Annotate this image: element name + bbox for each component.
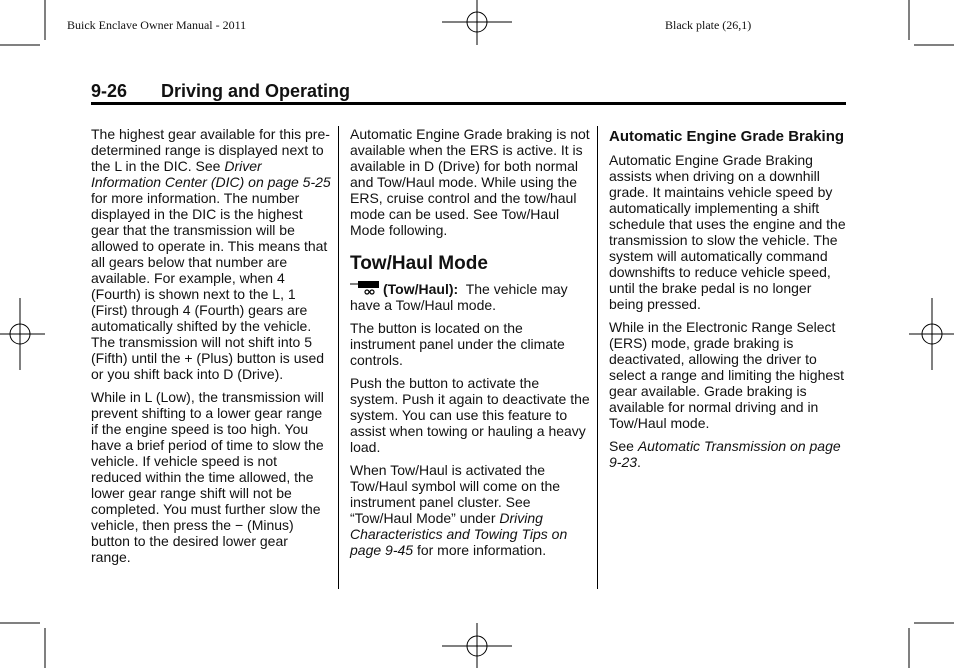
cross-reference-link[interactable]: Automatic Transmission on page 9-23 <box>609 438 841 470</box>
paragraph <box>350 462 590 558</box>
text: . <box>637 454 641 470</box>
paragraph <box>91 126 331 382</box>
tow-haul-icon <box>350 281 380 295</box>
text: for more information. <box>413 542 547 558</box>
cross-reference-link[interactable]: Driving Characteristics and Towing Tips on page 9-45 <box>350 510 568 558</box>
column-divider-1 <box>338 126 339 589</box>
text: The vehicle may have a Tow/Haul mode. <box>350 281 572 313</box>
grade-braking-heading: Automatic Engine Grade Braking <box>609 128 845 145</box>
column-3 <box>609 126 849 477</box>
text: for more information. The number displayed in the DIC is the highest gear that the transmission will be allowed to operate in. This means that all gears below that number are available. For example, when 4 (Fourth) is shown next to the L, 1 (First) through 4 (Fourth) gears are automatically shifted by the vehicle. The transmission will not shift into 5 (Fifth) until the + (Plus) button is used or you shift back into D (Drive). <box>91 190 328 382</box>
paragraph: Push the button to activate the system. Push it again to deactivate the system. You can use this feature to assist when towing or hauling a heavy load. <box>350 375 590 455</box>
paragraph: Automatic Engine Grade braking is not available when the ERS is active. It is available in D (Drive) for both normal and Tow/Haul mode. While using the ERS, cruise control and the tow/haul mode can be used. See Tow/Haul Mode following. <box>350 126 590 238</box>
text: See <box>609 438 638 454</box>
paragraph: While in the Electronic Range Select (ERS) mode, grade braking is deactivated, allowing the driver to select a range and limiting the highest gear available. Grade braking is available for normal driving and in Tow/Haul mode. <box>609 319 845 431</box>
paragraph: Automatic Engine Grade Braking assists when driving on a downhill grade. It maintains vehicle speed by automatically implementing a shift schedule that uses the engine and the transmission to slow the vehicle. The system will automatically command downshifts to reduce vehicle speed, until the brake pedal is no longer being pressed. <box>609 152 846 312</box>
paragraph <box>609 438 849 470</box>
cross-reference-link[interactable]: Driver Information Center (DIC) on page 5-25 <box>91 158 331 190</box>
section-header <box>91 80 846 105</box>
text: The highest gear available for this pre-determined range is displayed next to the L in the DIC. See <box>91 126 330 174</box>
paragraph <box>350 281 590 313</box>
paragraph: The button is located on the instrument panel under the climate controls. <box>350 320 565 368</box>
tow-haul-heading: Tow/Haul Mode <box>350 253 488 274</box>
plate-header: Black plate (26,1) <box>665 18 752 32</box>
page-number: 9-26 <box>91 81 128 101</box>
section-title: Driving and Operating <box>161 81 351 101</box>
manual-title-header: Buick Enclave Owner Manual - 2011 <box>67 18 247 32</box>
text: When Tow/Haul is activated the Tow/Haul symbol will come on the instrument panel cluster. See “Tow/Haul Mode” under <box>350 462 561 526</box>
column-1 <box>91 126 331 572</box>
column-2 <box>350 126 590 565</box>
paragraph: While in L (Low), the transmission will prevent shifting to a lower gear range if the engine speed is too high. You have a brief period of time to slow the vehicle. If vehicle speed is not reduced within the time allowed, the lower gear range shift will not be completed. You must further slow the vehicle, then press the − (Minus) button to the desired lower gear range. <box>91 389 324 565</box>
column-divider-2 <box>597 126 598 589</box>
tow-haul-label: (Tow/Haul): <box>383 281 459 297</box>
